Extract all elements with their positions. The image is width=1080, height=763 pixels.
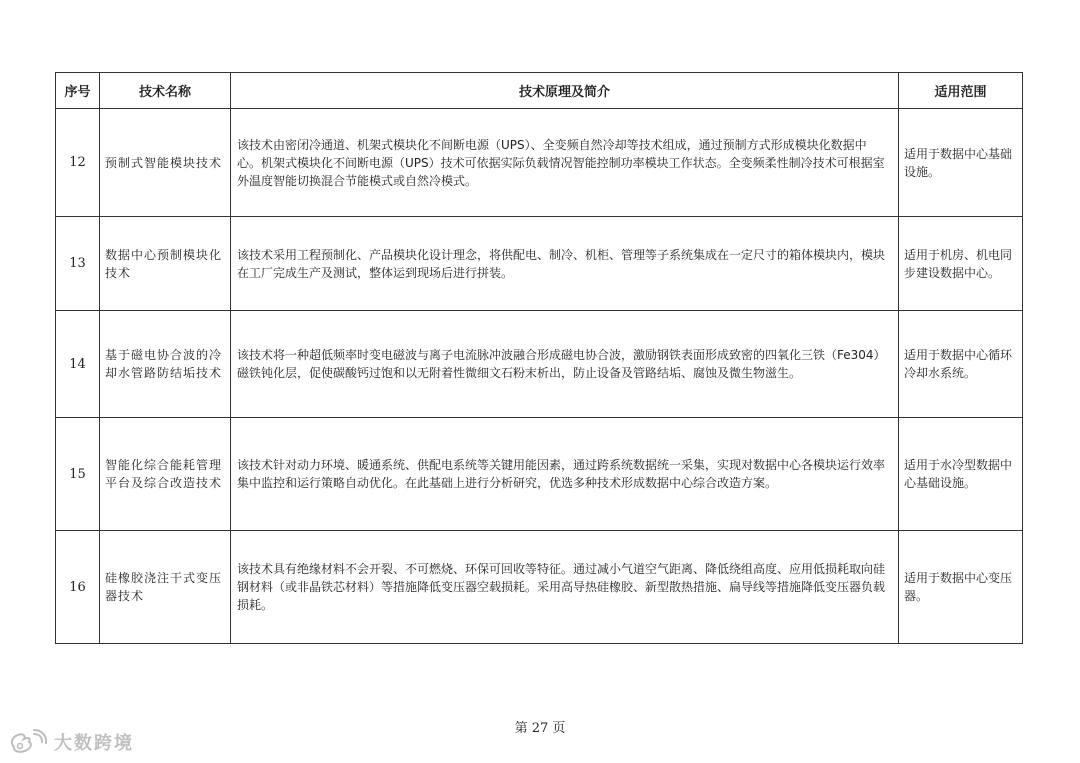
row-number: 12 [56,109,100,217]
watermark-text: 大数跨境 [54,733,134,754]
technology-scope: 适用于数据中心变压器。 [899,531,1023,644]
row-number: 14 [56,311,100,418]
table-row [56,311,1023,418]
header-serial-number: 序号 [56,73,100,109]
technology-scope: 适用于机房、机电同步建设数据中心。 [899,217,1023,311]
table-row [56,418,1023,531]
header-technology-name: 技术名称 [100,73,231,109]
technology-name: 硅橡胶浇注干式变压器技术 [100,531,231,644]
technology-name: 基于磁电协合波的冷却水管路防结垢技术 [100,311,231,418]
table-header-row [56,73,1023,109]
technology-scope: 适用于水冷型数据中心基础设施。 [899,418,1023,531]
technology-name: 预制式智能模块技术 [100,109,231,217]
technology-scope: 适用于数据中心循环冷却水系统。 [899,311,1023,418]
header-principle-description: 技术原理及简介 [231,73,899,109]
technology-table [55,72,1023,644]
table-row [56,531,1023,644]
watermark [8,728,134,756]
technology-scope: 适用于数据中心基础设施。 [899,109,1023,217]
technology-description: 该技术采用工程预制化、产品模块化设计理念，将供配电、制冷、机柜、管理等子系统集成在一定尺寸的箱体模块内，模块在工厂完成生产及测试，整体运到现场后进行拼装。 [231,217,899,311]
technology-name: 智能化综合能耗管理平台及综合改造技术 [100,418,231,531]
header-scope: 适用范围 [899,73,1023,109]
weibo-logo-icon [8,729,50,755]
technology-description: 该技术具有绝缘材料不会开裂、不可燃烧、环保可回收等特征。通过减小气道空气距离、降低绕组高度、应用低损耗取向硅钢材料（或非晶铁芯材料）等措施降低变压器空载损耗。采用高导热硅橡胶、新型散热措施、扁导线等措施降低变压器负载损耗。 [231,531,899,644]
row-number: 13 [56,217,100,311]
page-number: 第 27 页 [514,721,566,736]
technology-description: 该技术针对动力环境、暖通系统、供配电系统等关键用能因素，通过跨系统数据统一采集，实现对数据中心各模块运行效率集中监控和运行策略自动优化。在此基础上进行分析研究，优选多种技术形成数据中心综合改造方案。 [231,418,899,531]
row-number: 15 [56,418,100,531]
table-row [56,217,1023,311]
technology-description: 该技术将一种超低频率时变电磁波与离子电流脉冲波融合形成磁电协合波，激励钢铁表面形成致密的四氧化三铁（Fe304）磁铁钝化层，促使碳酸钙过饱和以无附着性微细文石粉末析出，防止设备及管路结垢、腐蚀及微生物滋生。 [231,311,899,418]
technology-description: 该技术由密闭冷通道、机架式模块化不间断电源（UPS）、全变频自然冷却等技术组成，通过预制方式形成模块化数据中心。机架式模块化不间断电源（UPS）技术可依据实际负载情况智能控制功率模块工作状态。全变频柔性制冷技术可根据室外温度智能切换混合节能模式或自然冷模式。 [231,109,899,217]
row-number: 16 [56,531,100,644]
technology-name: 数据中心预制模块化技术 [100,217,231,311]
table-row [56,109,1023,217]
